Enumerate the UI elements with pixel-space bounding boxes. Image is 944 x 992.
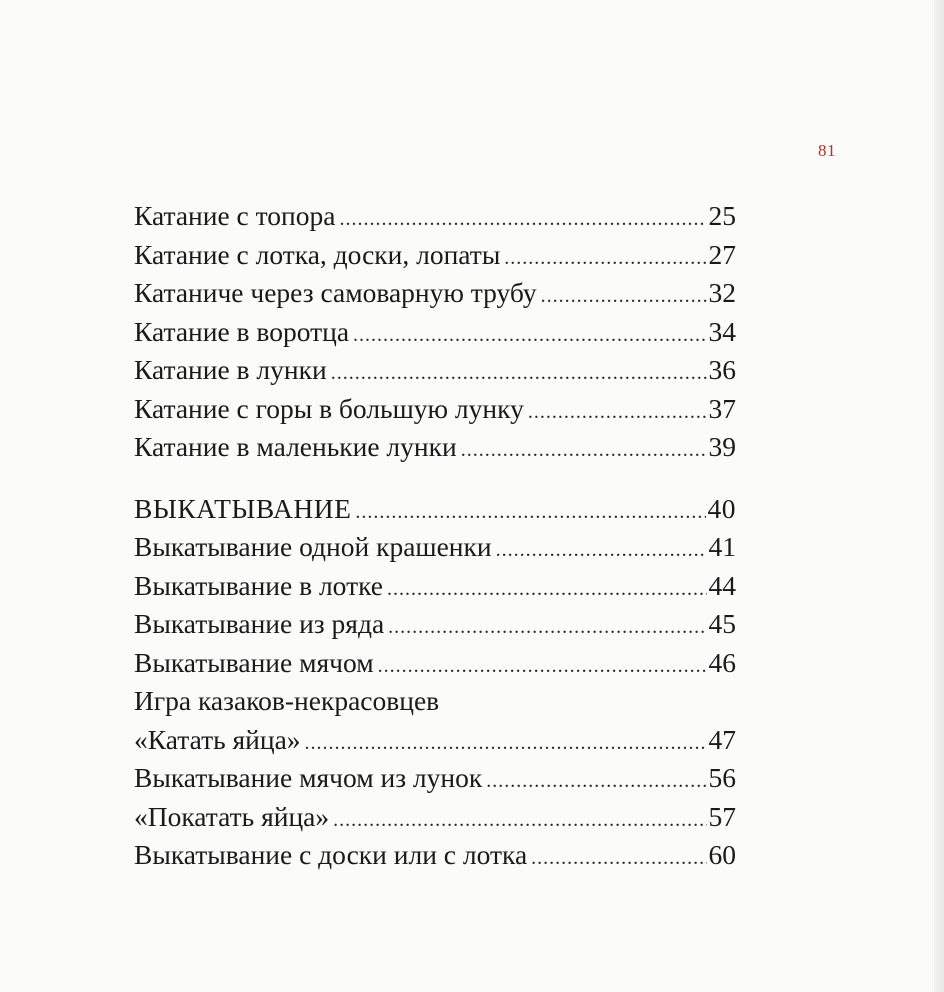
toc-entry-page: 44 bbox=[708, 569, 736, 601]
toc-entry-title: «Покатать яйца» bbox=[134, 800, 330, 832]
toc-entry bbox=[134, 721, 736, 760]
toc-entry bbox=[134, 798, 736, 837]
dot-leader bbox=[353, 325, 706, 345]
toc-entry bbox=[134, 313, 736, 352]
dot-leader bbox=[541, 286, 707, 306]
page-edge bbox=[934, 0, 944, 992]
toc-entry bbox=[134, 759, 736, 798]
toc-entry-title: Катание с топора bbox=[134, 200, 336, 231]
toc-entry-title: «Катать яйца» bbox=[134, 723, 301, 755]
toc-entry-page: 36 bbox=[708, 354, 736, 385]
toc-entry-title: Выкатывание с доски или с лотка bbox=[134, 839, 528, 870]
toc-entry-title-line bbox=[134, 682, 736, 721]
table-of-contents bbox=[134, 197, 736, 875]
toc-entry bbox=[134, 428, 736, 467]
toc-entry-title: Выкатывание из ряда bbox=[134, 608, 385, 639]
toc-entry bbox=[134, 605, 736, 644]
toc-entry-page: 27 bbox=[708, 238, 736, 270]
toc-entry-title: Катание в воротца bbox=[134, 315, 350, 347]
toc-entry bbox=[134, 274, 736, 313]
toc-entry bbox=[134, 644, 736, 683]
toc-entry-title: Катание в маленькие лунки bbox=[134, 431, 457, 462]
toc-entry-page: 39 bbox=[708, 431, 736, 462]
toc-entry-page: 47 bbox=[708, 723, 736, 755]
toc-entry-title: Выкатывание одной крашенки bbox=[134, 531, 492, 562]
toc-entry-title: Катание с лотка, доски, лопаты bbox=[134, 238, 501, 270]
dot-leader bbox=[486, 771, 706, 791]
toc-entry-title: Катаниче через самоварную трубу bbox=[134, 277, 537, 308]
toc-entry-page: 46 bbox=[708, 646, 736, 678]
page-number: 81 bbox=[818, 141, 836, 160]
toc-entry-page: 45 bbox=[708, 608, 736, 639]
dot-leader bbox=[339, 209, 706, 229]
toc-entry-page: 60 bbox=[708, 839, 736, 870]
dot-leader bbox=[388, 617, 706, 637]
toc-entry-page: 37 bbox=[708, 392, 736, 424]
dot-leader bbox=[531, 848, 706, 868]
toc-entry-title: Катание в лунки bbox=[134, 354, 327, 385]
toc-entry bbox=[134, 351, 736, 390]
toc-entry-page: 25 bbox=[708, 200, 736, 231]
toc-entry bbox=[134, 236, 736, 275]
dot-leader bbox=[378, 656, 707, 676]
dot-leader bbox=[504, 248, 706, 268]
toc-entry-title: Катание с горы в большую лунку bbox=[134, 392, 524, 424]
dot-leader bbox=[333, 810, 706, 830]
toc-entry-title: Выкатывание мячом из лунок bbox=[134, 762, 483, 793]
toc-entry bbox=[134, 197, 736, 236]
toc-entry bbox=[134, 567, 736, 606]
toc-entry bbox=[134, 390, 736, 429]
dot-leader bbox=[355, 502, 705, 522]
dot-leader bbox=[496, 540, 707, 560]
toc-section-page: 40 bbox=[707, 492, 736, 524]
toc-entry-page: 41 bbox=[708, 531, 736, 562]
dot-leader bbox=[461, 440, 707, 460]
toc-entry-page: 56 bbox=[708, 762, 736, 793]
toc-entry-title: Выкатывание в лотке bbox=[134, 569, 383, 601]
toc-entry bbox=[134, 836, 736, 875]
dot-leader bbox=[305, 733, 707, 753]
toc-entry-title: Игра казаков-некрасовцев bbox=[134, 685, 440, 716]
toc-entry-title: Выкатывание мячом bbox=[134, 646, 374, 678]
toc-entry bbox=[134, 528, 736, 567]
toc-section-heading bbox=[134, 490, 736, 529]
toc-entry-page: 34 bbox=[708, 315, 736, 347]
dot-leader bbox=[528, 402, 707, 422]
toc-entry-page: 57 bbox=[708, 800, 736, 832]
dot-leader bbox=[387, 579, 707, 599]
toc-section-title: ВЫКАТЫВАНИЕ bbox=[134, 492, 352, 524]
toc-entry-page: 32 bbox=[708, 277, 736, 308]
dot-leader bbox=[331, 363, 707, 383]
